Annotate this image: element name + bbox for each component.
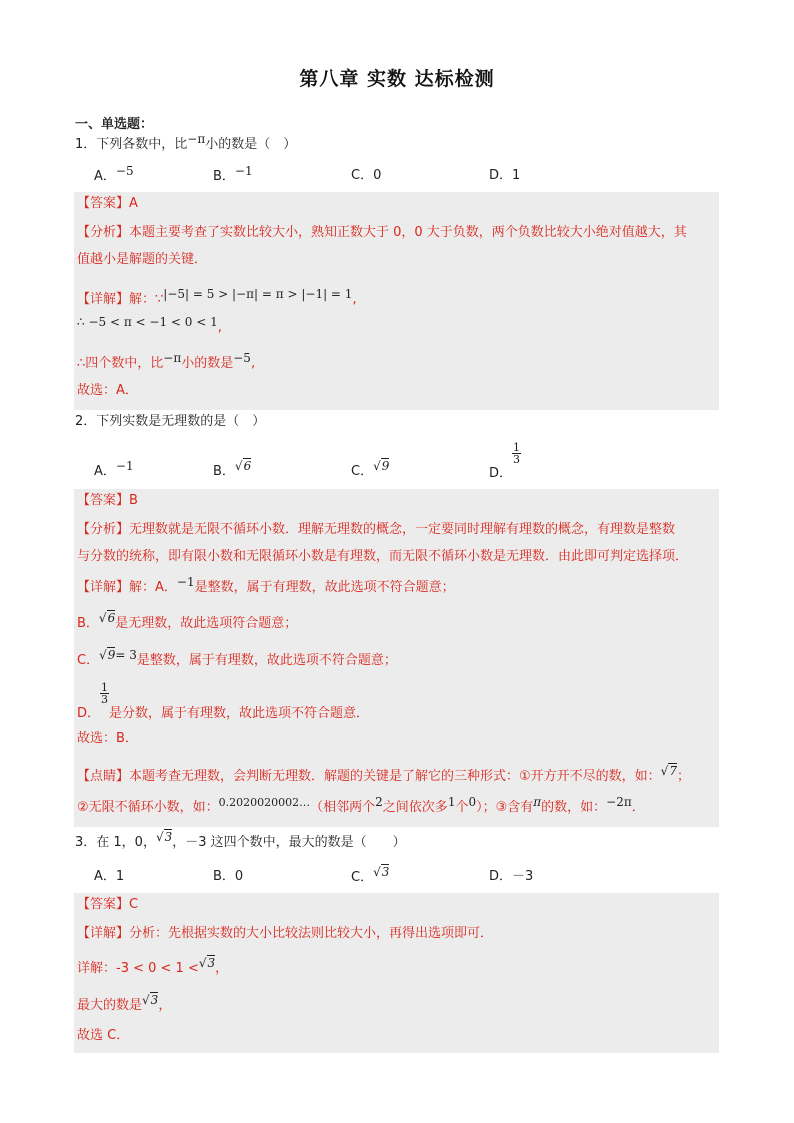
q1-abs-expression: |−5| = 5 > |−π| = π > |−1| = 1 — [163, 287, 353, 301]
q3-option-c: C．√3 — [351, 865, 390, 885]
question-2-stem: 2．下列实数是无理数的是（ ） — [75, 414, 266, 429]
q3-option-b: B．0 — [213, 869, 244, 884]
q3-choose: 故选 C． — [77, 1028, 130, 1043]
q2-analysis-line1: 【分析】无理数就是无限不循环小数．理解无理数的概念，一定要同时理解有理数的概念，有理数是整数 — [77, 522, 676, 537]
q1-option-d: D．1 — [489, 168, 521, 183]
q2-option-a: A．−1 — [94, 459, 134, 479]
q2-point-line2: ②无限不循环小数，如：$^{0.2020020002\dots}$（相邻两个2之间依次多1个0）；③含有π的数，如：−2π． — [77, 795, 645, 815]
q3-answer: 【答案】C — [77, 897, 139, 912]
fraction-one-third: $\frac{1}{3}$ — [513, 441, 521, 466]
q2-detail-c: C．√9= 3是整数，属于有理数，故此选项不符合题意； — [77, 648, 397, 668]
q1-choose: 故选：A． — [77, 383, 138, 398]
q1-option-a: A．−5 — [94, 164, 134, 184]
q3-solution-box — [74, 893, 719, 1053]
q2-detail-b: B．√6是无理数，故此选项符合题意； — [77, 611, 298, 631]
q1-option-b: B．−1 — [213, 164, 253, 184]
page-title: 第八章 实数 达标检测 — [299, 68, 495, 90]
q3-option-d: D．－3 — [489, 869, 534, 884]
q1-solution-box — [74, 192, 719, 410]
q2-analysis-line2: 与分数的统称，即有限小数和无限循环小数是有理数，而无限不循环小数是无理数．由此即可判定选择项． — [77, 549, 689, 564]
q2-point-line1: 【点睛】本题考查无理数，会判断无理数．解题的关键是了解它的三种形式：①开方开不尽的数，如：√7； — [77, 764, 690, 784]
q1-conclusion: ∴四个数中，比−π小的数是−5, — [77, 351, 256, 371]
q2-answer: 【答案】B — [77, 493, 138, 508]
q3-option-a: A．1 — [94, 869, 125, 884]
q2-solution-box — [74, 489, 719, 827]
q1-detail-line2: ∴ −5 < π < −1 < 0 < 1, — [77, 315, 222, 335]
q3-detail-line3: 最大的数是√3， — [77, 993, 172, 1013]
q3-detail-line2: 详解：-3 < 0 < 1 <√3， — [77, 956, 229, 976]
question-1-stem: 1．下列各数中，比−π小的数是（ ） — [75, 132, 297, 152]
q1-analysis-line1: 【分析】本题主要考查了实数比较大小，熟知正数大于 0，0 大于负数，两个负数比较大小绝对值越大，其 — [77, 225, 687, 240]
q2-detail-d: D． $\frac{1}{3}$ 是分数，属于有理数，故此选项不符合题意． — [77, 681, 370, 721]
q1-analysis-line2: 值越小是解题的关键． — [77, 252, 208, 267]
q1-detail-line1: 【详解】解：∵|−5| = 5 > |−π| = π > |−1| = 1, — [77, 287, 357, 307]
section-heading: 一、单选题： — [75, 117, 154, 132]
q1-answer: 【答案】A — [77, 196, 138, 211]
q2-choose: 故选：B． — [77, 731, 138, 746]
q3-detail-line1: 【详解】分析：先根据实数的大小比较法则比较大小，再得出选项即可． — [77, 926, 494, 941]
q2-option-b: B．√6 — [213, 459, 252, 479]
q2-detail-a: 【详解】解：A．−1是整数，属于有理数，故此选项不符合题意； — [77, 575, 455, 595]
q1-option-c: C．0 — [351, 168, 382, 183]
q2-option-c: C．√9 — [351, 459, 390, 479]
q2-option-d: D． $\frac{1}{3}$ — [489, 441, 521, 481]
question-3-stem: 3．在 1，0，√3，－3 这四个数中，最大的数是（ ） — [75, 830, 406, 850]
